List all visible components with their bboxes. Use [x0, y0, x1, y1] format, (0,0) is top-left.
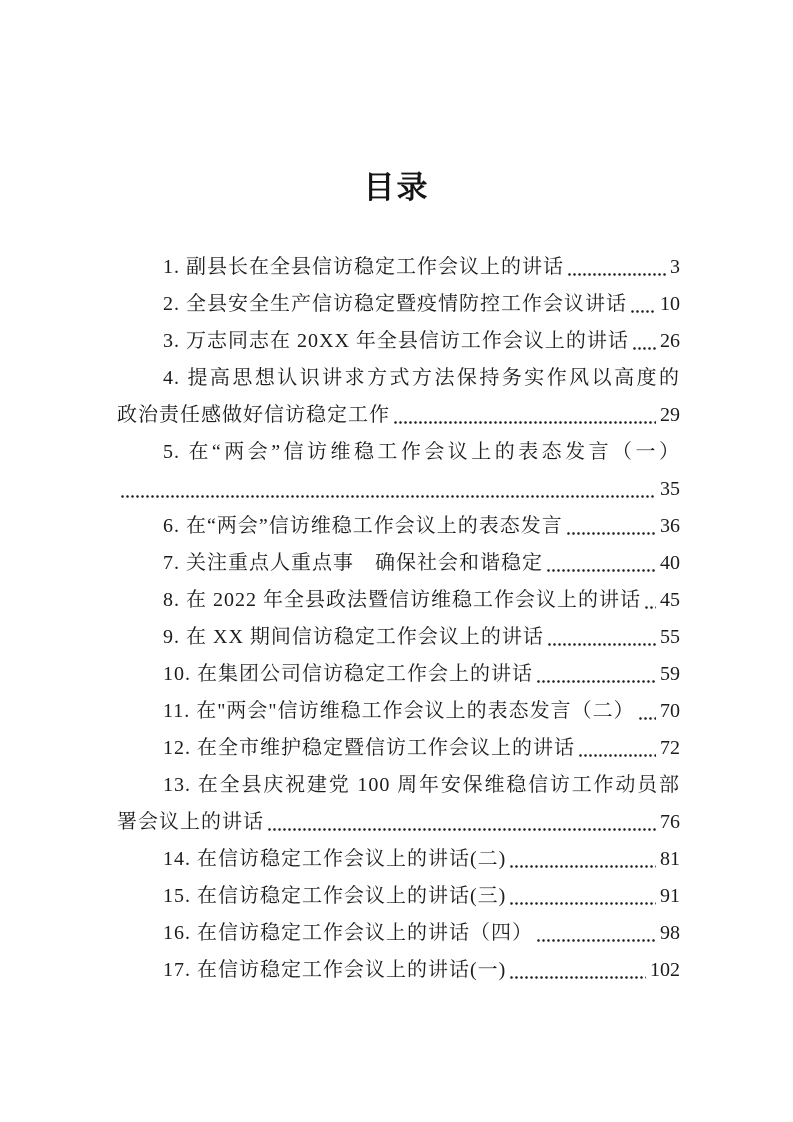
dot-leader	[536, 915, 656, 952]
toc-entry-text: 3. 万志同志在 20XX 年全县信访工作会议上的讲话	[163, 330, 629, 352]
toc-line-6[interactable]	[117, 508, 680, 545]
toc-entry-text: 4. 提高思想认识讲求方式方法保持务实作风以高度的	[163, 367, 680, 389]
toc-entry-text: 8. 在 2022 年全县政法暨信访维稳工作会议上的讲话	[163, 589, 641, 611]
page-number: 10	[660, 293, 680, 315]
toc-entry-text: 6. 在“两会”信访维稳工作会议上的表态发言	[163, 515, 563, 537]
page-number: 59	[660, 663, 680, 685]
page-number: 72	[660, 737, 680, 759]
toc-entry-text: 12. 在全市维护稳定暨信访工作会议上的讲话	[163, 737, 575, 759]
page-number: 98	[660, 922, 680, 944]
toc-title: 目录	[363, 170, 430, 205]
toc-line-15[interactable]	[117, 878, 680, 915]
toc-line-13-continued[interactable]	[117, 804, 680, 841]
page-number: 29	[660, 404, 680, 426]
page-number: 91	[660, 885, 680, 907]
toc-entry-text: 16. 在信访稳定工作会议上的讲话（四）	[163, 922, 533, 944]
dot-leader	[547, 619, 656, 656]
dot-leader	[509, 952, 646, 989]
toc-line-17[interactable]	[117, 952, 680, 989]
toc-line-3[interactable]	[117, 323, 680, 360]
page-number: 36	[660, 515, 680, 537]
page-number: 26	[660, 330, 680, 352]
page-number: 40	[660, 552, 680, 574]
page-number: 70	[660, 700, 680, 722]
dot-leader	[267, 804, 656, 841]
toc-line-16[interactable]	[117, 915, 680, 952]
toc-line-11[interactable]	[117, 693, 680, 730]
page-number: 45	[660, 589, 680, 611]
dot-leader	[120, 471, 656, 508]
toc-entry-text: 11. 在"两会"信访维稳工作会议上的表态发言（二）	[163, 700, 635, 722]
toc-line-10[interactable]	[117, 656, 680, 693]
toc-entry-text: 15. 在信访稳定工作会议上的讲话(三)	[163, 885, 507, 907]
page-number: 55	[660, 626, 680, 648]
dot-leader	[630, 286, 656, 323]
toc-line-12[interactable]	[117, 730, 680, 767]
toc-entry-text: 1. 副县长在全县信访稳定工作会议上的讲话	[163, 256, 564, 278]
toc-entry-text: 政治责任感做好信访稳定工作	[117, 404, 390, 426]
dot-leader	[509, 841, 656, 878]
dot-leader	[638, 693, 656, 730]
dot-leader	[644, 582, 656, 619]
dot-leader	[566, 508, 656, 545]
toc-line-8[interactable]	[117, 582, 680, 619]
toc-line-9[interactable]	[117, 619, 680, 656]
page-number: 102	[650, 959, 680, 981]
toc-line-7[interactable]	[117, 545, 680, 582]
page-number: 81	[660, 848, 680, 870]
toc-entry-text: 2. 全县安全生产信访稳定暨疫情防控工作会议讲话	[163, 293, 627, 315]
toc-line-2[interactable]	[117, 286, 680, 323]
toc-line-1[interactable]	[117, 249, 680, 286]
dot-leader	[632, 323, 656, 360]
dot-leader	[578, 730, 656, 767]
toc-line-13[interactable]	[117, 767, 680, 804]
dot-leader	[509, 878, 656, 915]
toc-entry-text: 13. 在全县庆祝建党 100 周年安保维稳信访工作动员部	[163, 774, 680, 796]
toc-entry-text: 7. 关注重点人重点事 确保社会和谐稳定	[163, 552, 543, 574]
table-of-contents	[117, 249, 680, 989]
toc-entry-text: 5. 在“两会”信访维稳工作会议上的表态发言（一）	[163, 441, 680, 463]
toc-entry-text: 17. 在信访稳定工作会议上的讲话(一)	[163, 959, 507, 981]
toc-line-5[interactable]	[117, 434, 680, 471]
toc-line-14[interactable]	[117, 841, 680, 878]
page-number: 76	[660, 811, 680, 833]
dot-leader	[567, 249, 666, 286]
toc-entry-text: 10. 在集团公司信访稳定工作会上的讲话	[163, 663, 533, 685]
dot-leader	[546, 545, 656, 582]
page-number: 3	[670, 256, 680, 278]
page-number: 35	[660, 478, 680, 500]
dot-leader	[393, 397, 656, 434]
toc-line-5-continued[interactable]	[117, 471, 680, 508]
toc-entry-text: 14. 在信访稳定工作会议上的讲话(二)	[163, 848, 507, 870]
toc-entry-text: 9. 在 XX 期间信访稳定工作会议上的讲话	[163, 626, 544, 648]
toc-line-4[interactable]	[117, 360, 680, 397]
dot-leader	[536, 656, 656, 693]
toc-entry-text: 署会议上的讲话	[117, 811, 264, 833]
toc-line-4-continued[interactable]	[117, 397, 680, 434]
